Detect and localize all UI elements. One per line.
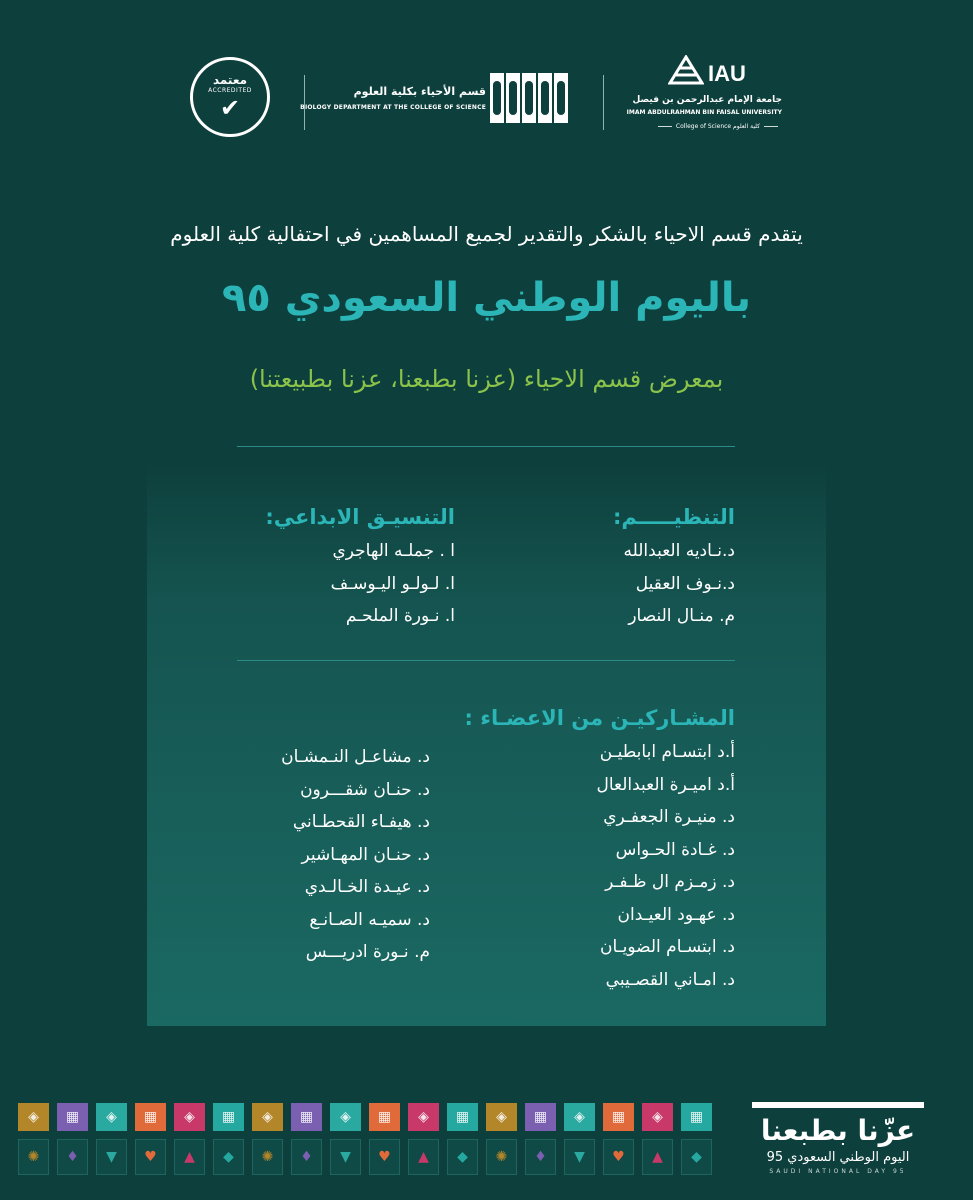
page-title: باليوم الوطني السعودي ٩٥ <box>222 275 751 321</box>
pattern-tile: ◈ <box>642 1103 673 1131</box>
university-emblem-icon <box>668 55 704 85</box>
organizing-section <box>613 505 735 633</box>
pattern-glyph-icon: ▼ <box>564 1139 595 1175</box>
list-item: د. مشاعـل النـمشـان <box>281 747 430 767</box>
pattern-tile: ▦ <box>57 1103 88 1131</box>
pattern-glyph-icon: ♦ <box>525 1139 556 1175</box>
section-divider <box>237 446 735 447</box>
pattern-glyph-icon: ▲ <box>642 1139 673 1175</box>
university-en-name: IMAM ABDULRAHMAN BIN FAISAL UNIVERSITY <box>626 109 782 116</box>
pattern-glyph-icon: ▲ <box>408 1139 439 1175</box>
pattern-tile: ▦ <box>213 1103 244 1131</box>
accredited-logo <box>190 57 270 137</box>
list-item: د.نـوف العقيل <box>635 573 735 594</box>
pattern-glyph-icon: ◆ <box>213 1139 244 1175</box>
biology-emblem-icon <box>490 73 568 123</box>
check-icon: ✔ <box>219 93 241 122</box>
university-short-name: IAU <box>708 61 746 86</box>
pattern-glyph-icon: ▼ <box>330 1139 361 1175</box>
pattern-glyph-icon: ◆ <box>681 1139 712 1175</box>
decorative-pattern <box>18 1103 704 1183</box>
national-day-logo-text: عزّنا بطبعنا <box>752 1102 924 1148</box>
biology-en-text: BIOLOGY DEPARTMENT AT THE COLLEGE OF SCIENCE <box>300 104 486 111</box>
biology-department-logo <box>300 73 568 128</box>
list-item: د. ابتسـام الضويـان <box>599 937 735 957</box>
national-day-logo <box>752 1102 932 1182</box>
pattern-tile: ▦ <box>369 1103 400 1131</box>
college-name: College of Science كلية العلوم <box>654 123 782 130</box>
pattern-glyph-icon: ▼ <box>96 1139 127 1175</box>
section-divider <box>237 660 735 661</box>
list-item: د. غـادة الحـواس <box>615 839 735 860</box>
pattern-tile: ◈ <box>252 1103 283 1131</box>
pattern-tile: ▦ <box>135 1103 166 1131</box>
pattern-glyph-icon: ♦ <box>291 1139 322 1175</box>
participants-title: المشـاركيـن من الاعضـاء : <box>464 706 735 730</box>
logo-divider <box>603 75 604 130</box>
list-item: د. هيفـاء القحطـاني <box>292 812 430 832</box>
list-item: د. عيـدة الخـالـدي <box>304 877 430 897</box>
list-item: د. حنـان شقـــرون <box>300 779 430 800</box>
pattern-tile: ▦ <box>681 1103 712 1131</box>
pattern-glyph-icon: ✺ <box>18 1139 49 1175</box>
list-item: د. منيـرة الجعفـري <box>603 807 735 827</box>
pattern-tile: ◈ <box>96 1103 127 1131</box>
list-item: د. امـاني القصـيبي <box>605 969 735 990</box>
list-item: د.نـاديه العبدالله <box>623 541 735 561</box>
pattern-tile: ◈ <box>18 1103 49 1131</box>
organizing-title: التنظيـــــم: <box>612 505 735 529</box>
pattern-tile: ◈ <box>174 1103 205 1131</box>
university-logo <box>626 55 790 145</box>
list-item: أ.د ابتسـام ابابطيـن <box>599 742 735 762</box>
list-item: ا . جملـه الهاجري <box>332 541 455 561</box>
list-item: م. منـال النصار <box>628 606 735 626</box>
intro-text: يتقدم قسم الاحياء بالشكر والتقدير لجميع المساهمين في احتفالية كلية العلوم <box>170 222 803 246</box>
header-logos <box>0 55 973 155</box>
list-item: ا. نـورة الملحـم <box>345 606 455 626</box>
list-item: د. حنـان المهـاشير <box>301 844 430 865</box>
pattern-tile: ▦ <box>291 1103 322 1131</box>
pattern-tile: ▦ <box>603 1103 634 1131</box>
pattern-tile: ◈ <box>486 1103 517 1131</box>
pattern-tile: ◈ <box>330 1103 361 1131</box>
pattern-tile: ◈ <box>564 1103 595 1131</box>
list-item: ا. لـولـو اليـوسـف <box>330 573 455 594</box>
pattern-glyph-icon: ♥ <box>135 1139 166 1175</box>
creative-section <box>265 505 455 633</box>
list-item: د. زمـزم ال ظـفـر <box>605 872 735 892</box>
pattern-tile: ▦ <box>447 1103 478 1131</box>
list-item: أ.د اميـرة العبدالعال <box>596 774 735 795</box>
pattern-glyph-icon: ♦ <box>57 1139 88 1175</box>
list-item: د. عهـود العيـدان <box>617 904 735 925</box>
national-day-ar-text: اليوم الوطني السعودي 95 <box>766 1150 910 1165</box>
pattern-glyph-icon: ▲ <box>174 1139 205 1175</box>
biology-ar-text: قسم الأحياء بكلية العلوم <box>353 85 486 98</box>
list-item: د. سميـه الصـانـع <box>309 909 430 930</box>
pattern-glyph-icon: ◆ <box>447 1139 478 1175</box>
participants-right-column <box>596 736 735 996</box>
pattern-glyph-icon: ✺ <box>252 1139 283 1175</box>
pattern-tile: ▦ <box>525 1103 556 1131</box>
creative-title: التنسيـق الابداعي: <box>265 505 455 529</box>
university-ar-name: جامعة الإمام عبدالرحمن بن فيصل <box>632 95 782 105</box>
accredited-en-text: ACCREDITED <box>208 86 252 94</box>
pattern-glyph-icon: ♥ <box>603 1139 634 1175</box>
page-subtitle: بمعرض قسم الاحياء (عزنا بطبعنا، عزنا بطبيعتنا) <box>249 365 724 393</box>
accredited-ar-text: معتمد <box>212 72 248 87</box>
participants-section <box>465 706 735 730</box>
list-item: م. نـورة ادريـــس <box>305 942 430 962</box>
pattern-tile: ◈ <box>408 1103 439 1131</box>
pattern-glyph-icon: ♥ <box>369 1139 400 1175</box>
pattern-glyph-icon: ✺ <box>486 1139 517 1175</box>
participants-left-column <box>281 741 430 969</box>
national-day-en-text: SAUDI NATIONAL DAY 95 <box>769 1168 907 1175</box>
